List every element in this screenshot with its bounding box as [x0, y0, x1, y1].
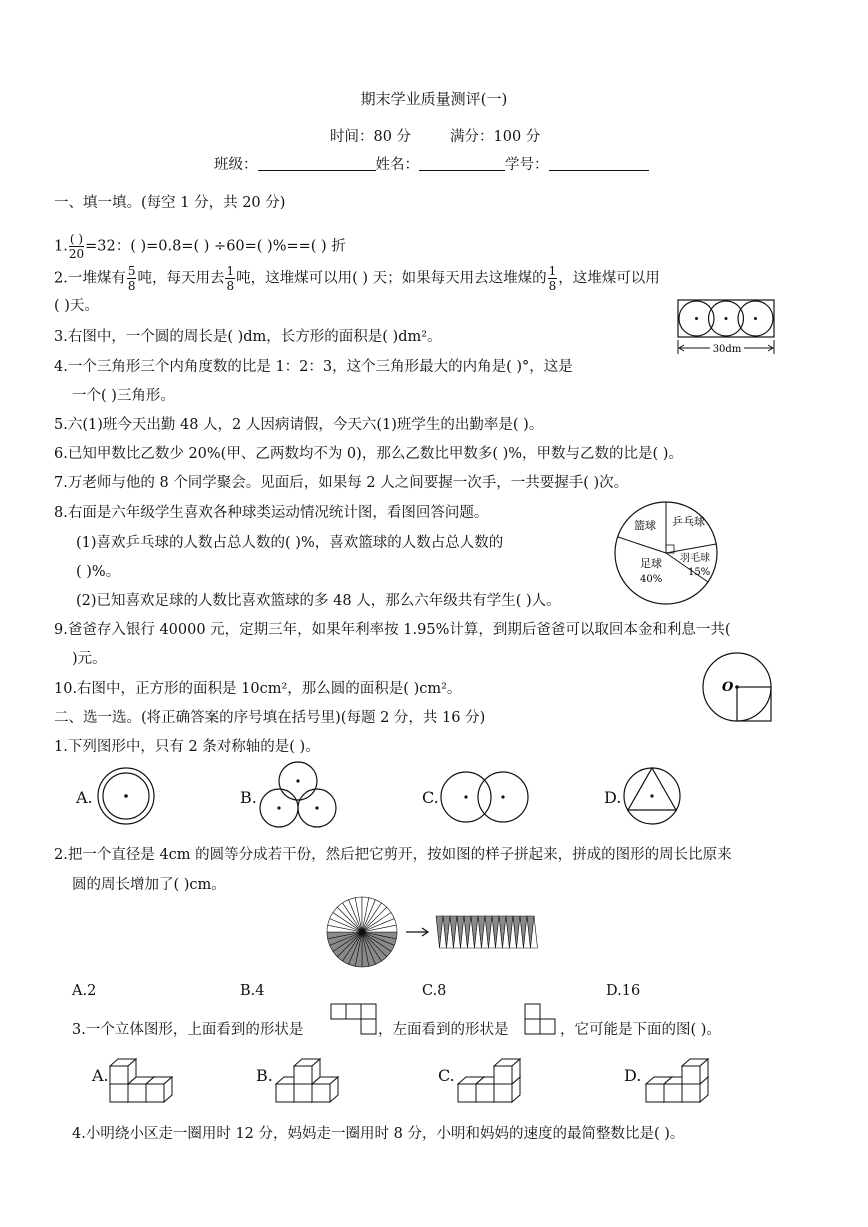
id-blank [549, 156, 649, 171]
question-1-10: 10.右图中，正方形的面积是 10cm²，那么圆的面积是( )cm²。 [54, 681, 462, 697]
circles-rectangle-figure [674, 296, 784, 358]
divided-circle [327, 897, 397, 967]
cube-face [276, 1084, 294, 1102]
section1-heading: 一、填一填。(每空 1 分，共 20 分) [54, 195, 286, 211]
pie-label-badminton: 羽毛球 [680, 553, 710, 564]
option-a-figure [96, 766, 156, 826]
option-3-d-label: D. [624, 1066, 642, 1085]
cube-face [110, 1084, 128, 1102]
cube-face [494, 1066, 512, 1084]
cube-face [682, 1084, 700, 1102]
option-3-c-figure [456, 1042, 546, 1104]
top-view-figure [330, 1003, 378, 1035]
question-2-2-line2: 圆的周长增加了( )cm。 [72, 877, 226, 893]
cube-face [294, 1084, 312, 1102]
id-label: 学号： [505, 157, 549, 173]
option-a-label: A. [76, 788, 93, 807]
option-d-label: D. [604, 788, 622, 807]
name-blank [419, 156, 505, 171]
option-2-2-c: C.8 [422, 983, 447, 999]
pie-label-pingpong: 乒乓球 [672, 515, 705, 528]
pie-value-football: 40% [640, 574, 663, 585]
question-2-1: 1.下列图形中，只有 2 条对称轴的是( )。 [54, 739, 320, 755]
option-c-figure [440, 770, 532, 824]
left-view-figure [524, 1003, 558, 1035]
question-1-3: 3.右图中，一个圆的周长是( )dm，长方形的面积是( )dm²。 [54, 329, 442, 345]
question-1-1: 1. $\frac{( )}{20}$ =32：( )=0.8=( ) ÷60=( )%==( ) 折 [54, 232, 346, 261]
pie-label-football: 足球 [640, 557, 662, 570]
question-1-8-sub1-line2: ( )%。 [76, 564, 121, 580]
pie-value-badminton: 15% [688, 567, 711, 578]
question-1-9-line2: )元。 [72, 651, 107, 667]
width-label: 30dm [712, 344, 742, 355]
question-1-9: 9.爸爸存入银行 40000 元，定期三年，如果年利率按 1.95%计算，到期后爸爸可以取回本金和利息一共( [54, 622, 731, 638]
question-1-8: 8.右面是六年级学生喜欢各种球类运动情况统计图，看图回答问题。 [54, 505, 489, 521]
question-1-4: 4.一个三角形三个内角度数的比是 1：2：3，这个三角形最大的内角是( )°，这是 [54, 359, 573, 375]
cube-face [476, 1084, 494, 1102]
student-info-row [214, 156, 649, 173]
cube-face [294, 1066, 312, 1084]
option-b-figure [258, 760, 338, 830]
exam-time: 时间：80 分 [330, 129, 412, 145]
center-label: O [722, 680, 734, 695]
option-2-2-b: B.4 [240, 983, 265, 999]
cube-face [128, 1084, 146, 1102]
option-3-a-label: A. [92, 1066, 109, 1085]
question-1-8-sub1: (1)喜欢乒乓球的人数占总人数的( )%，喜欢篮球的人数占总人数的 [76, 535, 504, 551]
question-1-2-line2: ( )天。 [54, 298, 99, 314]
option-d-figure [622, 766, 682, 826]
option-3-c-label: C. [438, 1066, 455, 1085]
exam-score: 满分：100 分 [450, 129, 541, 145]
cube-face [664, 1084, 682, 1102]
class-label: 班级： [214, 157, 258, 173]
class-blank [258, 156, 376, 171]
option-3-b-label: B. [256, 1066, 273, 1085]
option-3-b-figure [274, 1042, 364, 1104]
option-b-label: B. [240, 788, 257, 807]
question-1-2: 2.一堆煤有 $\frac{5}{8}$ 吨，每天用去 $\frac{1}{8}$ 吨，这堆煤可以用( ) 天；如果每天用去这堆煤的 $\frac{1}{8}$ ，这堆煤可以用 [54, 264, 660, 293]
cube-face [458, 1084, 476, 1102]
option-c-label: C. [422, 788, 439, 807]
cube-face [494, 1084, 512, 1102]
cube-face [312, 1084, 330, 1102]
question-2-3-end: ，它可能是下面的图( )。 [560, 1022, 721, 1038]
question-2-3: 3.一个立体图形，上面看到的形状是 [72, 1022, 304, 1038]
cube-face [110, 1066, 128, 1084]
option-2-2-a: A.2 [72, 983, 97, 999]
question-1-7: 7.万老师与他的 8 个同学聚会。见面后，如果每 2 人之间要握一次手，一共要握手( )次。 [54, 475, 629, 491]
section2-heading: 二、选一选。(将正确答案的序号填在括号里)(每题 2 分，共 16 分) [54, 710, 486, 726]
pie-chart [612, 499, 720, 607]
question-1-4-line2: 一个( )三角形。 [72, 388, 175, 404]
option-3-d-figure [644, 1042, 734, 1104]
circle-square-figure [700, 650, 776, 726]
cube-face [682, 1066, 700, 1084]
option-2-2-d: D.16 [606, 983, 641, 999]
rearranged-shape [436, 916, 538, 948]
cube-face [146, 1084, 164, 1102]
question-1-6: 6.已知甲数比乙数少 20%(甲、乙两数均不为 0)，那么乙数比甲数多( )%，甲数与乙数的比是( )。 [54, 446, 683, 462]
fraction: $\frac{( )}{20}$ [68, 232, 85, 261]
question-2-3-mid: ，左面看到的形状是 [378, 1022, 509, 1038]
cube-face [646, 1084, 664, 1102]
question-2-2: 2.把一个直径是 4cm 的圆等分成若干份，然后把它剪开，按如图的样子拼起来，拼成的图形的周长比原来 [54, 847, 732, 863]
pie-label-basketball: 篮球 [634, 519, 656, 532]
page-title: 期末学业质量测评(一) [360, 90, 508, 108]
circle-rearrangement-figure [324, 894, 554, 972]
option-3-a-figure [108, 1048, 198, 1104]
question-2-4: 4.小明绕小区走一圈用时 12 分，妈妈走一圈用时 8 分，小明和妈妈的速度的最简整数比是( )。 [72, 1126, 685, 1142]
name-label: 姓名： [375, 157, 419, 173]
question-1-5: 5.六(1)班今天出勤 48 人，2 人因病请假，今天六(1)班学生的出勤率是( )。 [54, 417, 544, 433]
question-1-8-sub2: (2)已知喜欢足球的人数比喜欢篮球的多 48 人，那么六年级共有学生( )人。 [76, 593, 561, 609]
